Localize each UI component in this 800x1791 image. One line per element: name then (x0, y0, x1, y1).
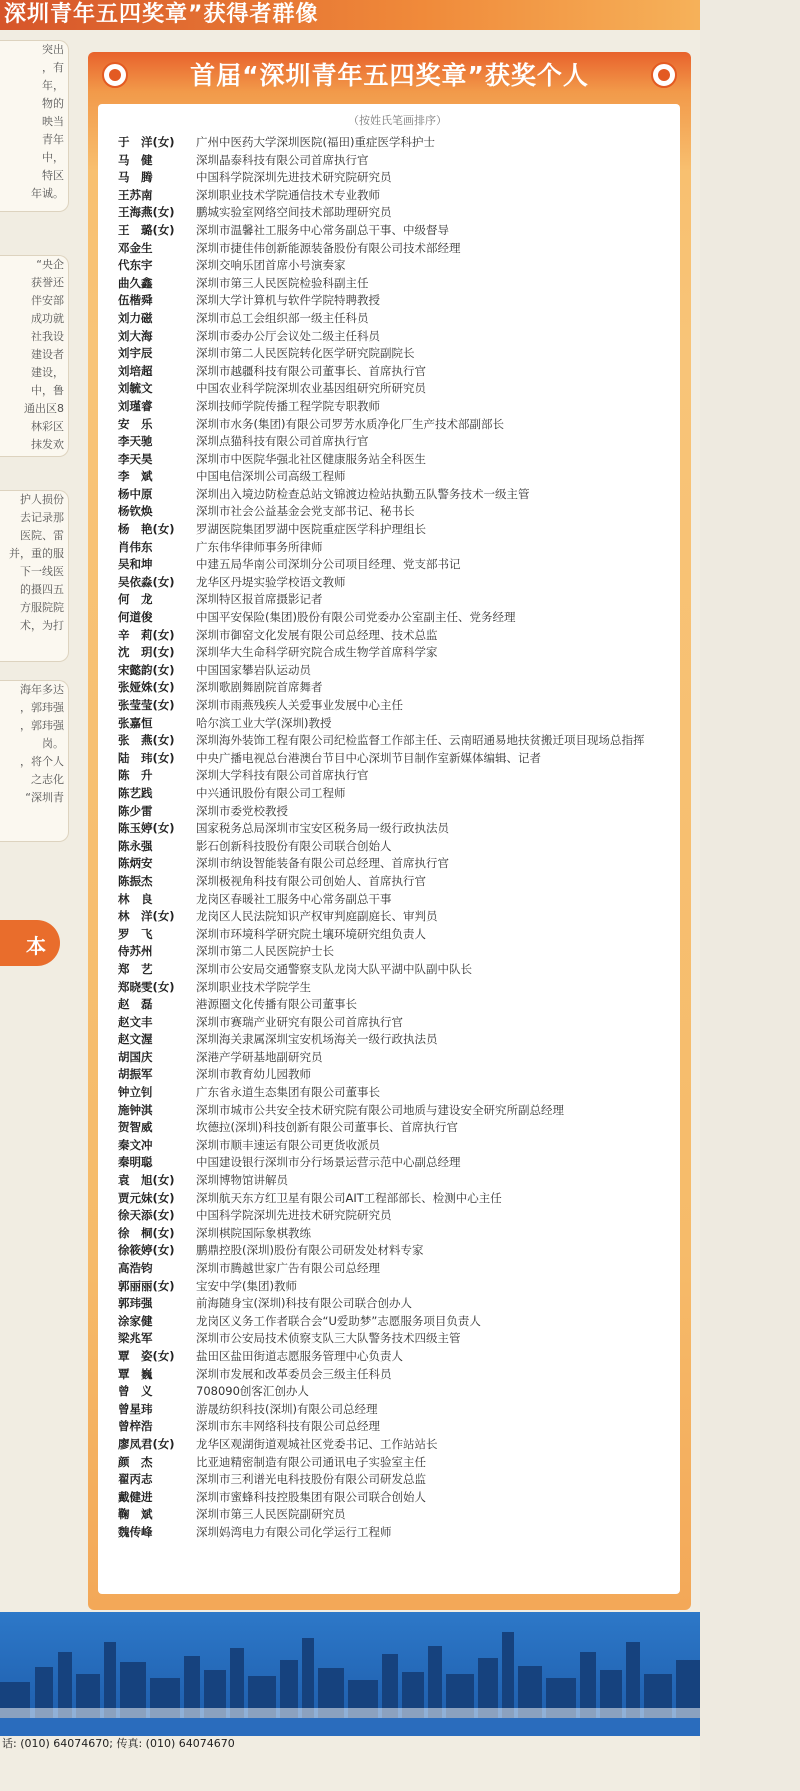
awardee-affiliation: 中国科学院深圳先进技术研究院研究员 (196, 1208, 392, 1223)
awardee-row (118, 416, 678, 434)
awardee-row (118, 627, 678, 645)
awardee-row (118, 873, 678, 891)
awardee-row (118, 855, 678, 873)
left-text-fragment: 突出 (42, 43, 64, 56)
awardee-row (118, 1066, 678, 1084)
awardee-name: 王 璐(女) (118, 222, 175, 237)
left-text-box-1 (0, 40, 69, 212)
awardee-row (118, 1454, 678, 1472)
left-text-fragment: “深圳青 (25, 791, 64, 804)
awardee-affiliation: 龙岗区春暖社工服务中心常务副总干事 (196, 891, 392, 906)
awardee-affiliation: 深圳市总工会组织部一级主任科员 (196, 310, 369, 325)
left-text-box-3 (0, 490, 69, 662)
awardee-affiliation: 深圳市捷佳伟创新能源装备股份有限公司技术部经理 (196, 240, 461, 255)
left-section-marker-char: 本 (26, 934, 46, 958)
awardee-name: 徐 桐(女) (118, 1225, 175, 1240)
awardee-row (118, 556, 678, 574)
awardee-name: 何 龙 (118, 592, 153, 607)
awardee-name: 陈永强 (118, 838, 153, 853)
awardee-name: 罗 飞 (118, 926, 153, 941)
awardee-affiliation: 深圳妈湾电力有限公司化学运行工程师 (196, 1524, 392, 1539)
awardee-row (118, 644, 678, 662)
awardee-row (118, 152, 678, 170)
awardee-affiliation: 深圳市教育幼儿园教师 (196, 1067, 311, 1082)
awardee-affiliation: 708090创客汇创办人 (196, 1384, 309, 1399)
awardee-affiliation: 深圳市腾越世家广告有限公司总经理 (196, 1261, 380, 1275)
awardee-affiliation: 中国农业科学院深圳农业基因组研究所研究员 (196, 381, 426, 396)
awardee-row (118, 310, 678, 328)
left-text-fragment: 获誉还 (31, 276, 64, 289)
awardee-affiliation: 深圳航天东方红卫星有限公司AIT工程部部长、检测中心主任 (196, 1190, 502, 1205)
awardee-name: 沈 玥(女) (118, 645, 175, 660)
left-clipped-column (0, 40, 80, 1600)
awardee-affiliation: 深圳市委党校教授 (196, 803, 288, 818)
awardee-affiliation: 游晟纺织科技(深圳)有限公司总经理 (196, 1401, 378, 1416)
left-text-box-4-lines (0, 681, 68, 807)
awardee-row (118, 222, 678, 240)
awardee-affiliation: 深圳市越疆科技有限公司董事长、首席执行官 (196, 363, 426, 378)
awardee-affiliation: 港源圈文化传播有限公司董事长 (196, 997, 357, 1012)
awardee-row (118, 1102, 678, 1120)
awardee-affiliation: 深圳市水务(集团)有限公司罗芳水质净化厂生产技术部副部长 (196, 416, 504, 431)
awardee-row (118, 1084, 678, 1102)
awardee-affiliation: 深圳市东丰网络科技有限公司总经理 (196, 1419, 380, 1434)
awardee-row (118, 398, 678, 416)
awardee-row (118, 1436, 678, 1454)
left-text-fragment: 下一线医 (20, 565, 64, 578)
awardee-name: 胡国庆 (118, 1049, 153, 1064)
left-text-fragment: ，郭玮强 (20, 701, 64, 714)
awardee-affiliation: 深圳点猫科技有限公司首席执行官 (196, 434, 369, 449)
awardee-row (118, 1225, 678, 1243)
awardee-name: 魏传峰 (118, 1524, 153, 1539)
awardee-name: 鞠 斌 (118, 1507, 153, 1522)
awardee-affiliation: 龙岗区人民法院知识产权审判庭副庭长、审判员 (196, 909, 438, 924)
banner-text: 深圳青年五四奖章”获得者群像 (4, 2, 319, 27)
left-text-box-1-lines (0, 41, 68, 203)
awardee-affiliation: 深圳市三利谱光电科技股份有限公司研发总监 (196, 1472, 426, 1487)
awardee-row (118, 380, 678, 398)
awardee-name: 赵文渥 (118, 1032, 153, 1047)
awardee-affiliation: 中兴通讯股份有限公司工程师 (196, 785, 346, 800)
awardee-name: 涂家健 (118, 1313, 153, 1328)
awardee-row (118, 1172, 678, 1190)
left-text-fragment: 医院、雷 (20, 529, 64, 542)
awardee-affiliation: 前海随身宝(深圳)科技有限公司联合创办人 (196, 1296, 412, 1311)
left-text-fragment: 方服院院 (20, 601, 64, 614)
awardee-name: 郭丽丽(女) (118, 1278, 175, 1293)
awardee-row (118, 820, 678, 838)
awardee-name: 王苏南 (118, 187, 153, 202)
awardee-affiliation: 深圳市社会公益基金会党支部书记、秘书长 (196, 504, 415, 519)
awardee-name: 肖伟东 (118, 539, 153, 554)
awardee-name: 胡振军 (118, 1067, 153, 1082)
awardee-affiliation: 深圳市环境科学研究院土壤环境研究组负责人 (196, 926, 426, 941)
awardee-row (118, 1031, 678, 1049)
awardee-name: 侍苏州 (118, 944, 153, 959)
awardee-affiliation: 中国电信深圳公司高级工程师 (196, 469, 346, 484)
awardee-name: 陈振杰 (118, 873, 153, 888)
awardee-row (118, 204, 678, 222)
awardee-row (118, 943, 678, 961)
awardee-name: 戴健进 (118, 1489, 153, 1504)
awardee-name: 陈玉婷(女) (118, 821, 175, 836)
awardee-list (118, 134, 678, 1542)
awardee-affiliation: 深圳市御窑文化发展有限公司总经理、技术总监 (196, 627, 438, 642)
awardee-row (118, 433, 678, 451)
awardee-affiliation: 深圳市第三人民医院副研究员 (196, 1507, 346, 1522)
awardee-affiliation: 中国科学院深圳先进技术研究院研究员 (196, 170, 392, 185)
awardee-affiliation: 中国国家攀岩队运动员 (196, 662, 311, 677)
left-text-fragment: 建设， (31, 366, 64, 379)
awardee-affiliation: 深圳市顺丰速运有限公司更货收派员 (196, 1137, 380, 1152)
left-text-fragment: 去记录那 (20, 511, 64, 524)
awardee-name: 徐天添(女) (118, 1208, 175, 1223)
left-text-fragment: 青年 (42, 133, 64, 146)
awardee-affiliation: 鹏鼎控股(深圳)股份有限公司研发处材料专家 (196, 1243, 424, 1258)
awardee-row (118, 1401, 678, 1419)
awardee-affiliation: 中国平安保险(集团)股份有限公司党委办公室副主任、党务经理 (196, 610, 516, 625)
awardee-name: 张莹莹(女) (118, 698, 175, 712)
awardee-row (118, 697, 678, 715)
awardee-name: 吴依淼(女) (118, 574, 175, 589)
awardee-affiliation: 深圳特区报首席摄影记者 (196, 592, 323, 607)
awardee-affiliation: 深圳晶泰科技有限公司首席执行官 (196, 152, 369, 167)
awardee-row (118, 1366, 678, 1384)
awardee-row (118, 257, 678, 275)
awardee-row (118, 662, 678, 680)
awardee-name: 张 燕(女) (118, 733, 175, 748)
awardee-affiliation: 深圳大学计算机与软件学院特聘教授 (196, 293, 380, 308)
awardee-affiliation: 中国建设银行深圳市分行场景运营示范中心副总经理 (196, 1155, 461, 1170)
left-text-fragment: 术，为打 (20, 619, 64, 632)
awardee-row (118, 1295, 678, 1313)
awardee-name: 李天昊 (118, 451, 153, 466)
awardee-name: 杨中原 (118, 486, 153, 501)
awardee-name: 何道俊 (118, 610, 153, 625)
awardee-row (118, 1014, 678, 1032)
awardee-affiliation: 深圳市赛瑞产业研究有限公司首席执行官 (196, 1014, 403, 1029)
awardee-affiliation: 盐田区盐田街道志愿服务管理中心负责人 (196, 1348, 403, 1363)
awardee-affiliation: 坎德拉(深圳)科技创新有限公司董事长、首席执行官 (196, 1120, 458, 1135)
awardee-name: 安 乐 (118, 416, 153, 431)
awardee-name: 林 良 (118, 891, 153, 906)
awardee-affiliation: 深圳市中医院华强北社区健康服务站全科医生 (196, 451, 426, 466)
awardee-name: 陈少雷 (118, 803, 153, 818)
awardee-affiliation: 深圳歌剧舞剧院首席舞者 (196, 680, 323, 695)
awardee-row (118, 363, 678, 381)
awardee-name: 贾元妹(女) (118, 1190, 175, 1205)
awardee-row (118, 1313, 678, 1331)
left-text-fragment: 中，鲁 (31, 384, 64, 397)
awardee-name: 刘毓文 (118, 381, 153, 396)
left-text-fragment: 特区 (42, 169, 64, 182)
awardee-row (118, 1119, 678, 1137)
awardee-name: 赵 磊 (118, 997, 153, 1012)
awardee-affiliation: 龙华区观湖街道观城社区党委书记、工作站站长 (196, 1436, 438, 1451)
awardee-affiliation: 深圳市委办公厅会议处二级主任科员 (196, 328, 380, 343)
awardee-name: 杨 艳(女) (118, 522, 175, 537)
awardee-name: 李天驰 (118, 434, 153, 449)
awardee-name: 郭玮强 (118, 1296, 153, 1311)
awardee-row (118, 468, 678, 486)
left-section-marker (0, 920, 60, 966)
awardee-affiliation: 罗湖医院集团罗湖中医院重症医学科护理组长 (196, 522, 426, 537)
awardee-row (118, 1383, 678, 1401)
awardee-affiliation: 比亚迪精密制造有限公司通讯电子实验室主任 (196, 1454, 426, 1469)
awardee-affiliation: 深圳职业技术学院通信技术专业教师 (196, 187, 380, 202)
awardee-name: 颜 杰 (118, 1454, 153, 1469)
awardee-row (118, 1489, 678, 1507)
awardee-row (118, 328, 678, 346)
awardee-row (118, 486, 678, 504)
awardee-row (118, 240, 678, 258)
awardee-row (118, 1506, 678, 1524)
awardee-affiliation: 深圳极视角科技有限公司创始人、首席执行官 (196, 873, 426, 888)
awardee-name: 覃 巍 (118, 1366, 153, 1381)
awardee-affiliation: 龙华区丹堤实验学校语文教师 (196, 574, 346, 589)
panel-title: 首届“深圳青年五四奖章”获奖个人 (190, 61, 589, 90)
awardee-name: 袁 旭(女) (118, 1173, 175, 1188)
awardee-affiliation: 深圳市发展和改革委员会三级主任科员 (196, 1366, 392, 1381)
awardee-row (118, 345, 678, 363)
awardee-name: 贺智威 (118, 1120, 153, 1135)
awardee-row (118, 1190, 678, 1208)
awardee-name: 刘力磁 (118, 310, 153, 325)
skyline-icon (0, 1612, 705, 1718)
awardee-row (118, 715, 678, 733)
footer-contact: 话: (010) 64074670; 传真: (010) 64074670 (2, 1737, 235, 1750)
awardee-row (118, 1278, 678, 1296)
left-text-fragment: 年诚。 (31, 187, 64, 200)
left-text-fragment: 抹发欢 (31, 438, 64, 451)
awardee-name: 林 洋(女) (118, 909, 175, 924)
awardee-name: 郑 艺 (118, 961, 153, 976)
awardee-affiliation: 深圳海关隶属深圳宝安机场海关一级行政执法员 (196, 1032, 438, 1047)
awardee-affiliation: 深圳市公安局技术侦察支队三大队警务技术四级主管 (196, 1331, 461, 1346)
awardee-name: 曾星玮 (118, 1401, 153, 1416)
awardee-name: 刘大海 (118, 328, 153, 343)
left-text-fragment: 建设者 (31, 348, 64, 361)
left-text-fragment: “央企 (36, 258, 64, 271)
awardee-row (118, 1154, 678, 1172)
awardee-name: 伍楷舜 (118, 293, 153, 308)
left-text-fragment: 成功就 (31, 312, 64, 325)
awardee-name: 秦文冲 (118, 1137, 153, 1152)
awardee-row (118, 679, 678, 697)
awardee-affiliation: 深圳市蜜蜂科技控股集团有限公司联合创始人 (196, 1489, 426, 1504)
awardee-affiliation: 影石创新科技股份有限公司联合创始人 (196, 838, 392, 853)
left-text-fragment: 年， (42, 79, 64, 92)
awardee-affiliation: 鹏城实验室网络空间技术部助理研究员 (196, 205, 392, 220)
awardee-row (118, 803, 678, 821)
awardee-affiliation: 深港产学研基地副研究员 (196, 1049, 323, 1064)
awardee-row (118, 292, 678, 310)
awardee-affiliation: 国家税务总局深圳市宝安区税务局一级行政执法员 (196, 821, 449, 836)
left-text-fragment: ，郭玮强 (20, 719, 64, 732)
awardee-affiliation: 深圳海外装饰工程有限公司纪检监督工作部主任、云南昭通易地扶贫搬迁项目现场总指挥 (196, 733, 645, 748)
left-text-fragment: 海年多达 (20, 683, 64, 696)
awardee-affiliation: 深圳博物馆讲解员 (196, 1173, 288, 1188)
awardee-name: 曾梓浩 (118, 1419, 153, 1434)
awardee-name: 于 洋(女) (118, 135, 175, 149)
awardee-name: 翟丙志 (118, 1472, 153, 1487)
awardee-affiliation: 宝安中学(集团)教师 (196, 1278, 297, 1293)
awardee-name: 陈艺践 (118, 785, 153, 800)
footer-bar (0, 1718, 705, 1736)
awardee-name: 陈 升 (118, 768, 153, 783)
awardee-row (118, 1137, 678, 1155)
awardee-row (118, 750, 678, 768)
awardee-name: 张嘉恒 (118, 715, 153, 730)
awardee-name: 覃 姿(女) (118, 1348, 175, 1363)
awardees-panel (88, 52, 691, 1610)
awardee-row (118, 1242, 678, 1260)
awardee-affiliation: 深圳技师学院传播工程学院专职教师 (196, 398, 380, 413)
awardee-row (118, 503, 678, 521)
left-text-fragment: 中， (42, 151, 64, 164)
awardee-row (118, 574, 678, 592)
page-banner (0, 0, 704, 30)
awardee-row (118, 767, 678, 785)
awardee-affiliation: 深圳市纳设智能装备有限公司总经理、首席执行官 (196, 856, 449, 871)
left-text-fragment: 并，重的服 (9, 547, 64, 560)
awardee-name: 施钟淇 (118, 1102, 153, 1117)
awardee-row (118, 169, 678, 187)
awardee-name: 钟立钊 (118, 1085, 153, 1100)
awardee-name: 马 腾 (118, 170, 153, 185)
awardee-name: 廖凤君(女) (118, 1436, 175, 1451)
left-text-fragment: 物的 (42, 97, 64, 110)
awardee-row (118, 187, 678, 205)
awardee-row (118, 961, 678, 979)
awardee-name: 陈炳安 (118, 856, 153, 871)
left-text-fragment: 的摄四五 (20, 583, 64, 596)
awardee-name: 李 斌 (118, 469, 153, 484)
awardee-affiliation: 深圳大学科技有限公司首席执行官 (196, 768, 369, 783)
awardee-affiliation: 深圳市雨燕残疾人关爱事业发展中心主任 (196, 698, 403, 712)
awardee-affiliation: 广东省永道生态集团有限公司董事长 (196, 1085, 380, 1100)
city-skyline-decoration (0, 1612, 705, 1718)
awardee-name: 杨钦焕 (118, 504, 153, 519)
left-text-fragment: 之志化 (31, 773, 64, 786)
awardee-affiliation: 深圳市第三人民医院检验科副主任 (196, 275, 369, 290)
awardee-affiliation: 深圳市公安局交通警察支队龙岗大队平湖中队副中队长 (196, 961, 472, 976)
awardee-row (118, 785, 678, 803)
awardee-row (118, 1418, 678, 1436)
awardee-name: 刘宇辰 (118, 346, 153, 361)
awardee-row (118, 539, 678, 557)
awardee-row (118, 1260, 678, 1278)
awardee-affiliation: 深圳职业技术学院学生 (196, 979, 311, 994)
awardee-name: 吴和坤 (118, 557, 153, 572)
awardee-row (118, 838, 678, 856)
awardee-row (118, 1049, 678, 1067)
left-text-fragment: 映当 (42, 115, 64, 128)
left-text-box-4 (0, 680, 69, 842)
awardee-name: 梁兆军 (118, 1331, 153, 1346)
awardee-affiliation: 中央广播电视总台港澳台节目中心深圳节目制作室新媒体编辑、记者 (196, 750, 541, 765)
left-text-fragment: ，将个人 (20, 755, 64, 768)
awardee-affiliation: 哈尔滨工业大学(深圳)教授 (196, 715, 332, 730)
awardee-name: 秦明聪 (118, 1155, 153, 1170)
awardee-name: 辛 莉(女) (118, 627, 175, 642)
awardee-affiliation: 广州中医药大学深圳医院(福田)重症医学科护士 (196, 135, 435, 149)
awardee-name: 曲久鑫 (118, 275, 153, 290)
awardee-row (118, 1207, 678, 1225)
left-text-fragment: 伴安部 (31, 294, 64, 307)
awardee-name: 陆 玮(女) (118, 750, 175, 765)
left-text-box-2-lines (0, 256, 68, 454)
awardee-name: 徐筱婷(女) (118, 1243, 175, 1258)
awardee-name: 曾 义 (118, 1384, 153, 1399)
awardee-name: 刘瑾睿 (118, 398, 153, 413)
left-text-fragment: 通出区8 (24, 402, 64, 415)
awardee-name: 刘培超 (118, 363, 153, 378)
awardee-row (118, 521, 678, 539)
awardee-row (118, 891, 678, 909)
left-text-fragment: 护人损份 (20, 493, 64, 506)
awardee-row (118, 609, 678, 627)
awardee-name: 高浩钧 (118, 1261, 153, 1275)
left-text-fragment: 社我设 (31, 330, 64, 343)
awardee-affiliation: 深圳市第二人民医院转化医学研究院副院长 (196, 346, 415, 361)
awardee-row (118, 996, 678, 1014)
awardee-name: 宋懿韵(女) (118, 662, 175, 677)
panel-subtitle: （按姓氏笔画排序） (348, 114, 447, 127)
left-text-fragment: 岗。 (42, 737, 64, 750)
awardee-row (118, 1524, 678, 1542)
awardee-name: 王海燕(女) (118, 205, 175, 220)
awardee-affiliation: 广东伟华律师事务所律师 (196, 539, 323, 554)
awardee-name: 郑晓雯(女) (118, 979, 175, 994)
awardee-name: 赵文丰 (118, 1014, 153, 1029)
right-page-edge (700, 0, 800, 1791)
awardee-affiliation: 龙岗区义务工作者联合会“U爱助梦”志愿服务项目负责人 (196, 1313, 481, 1328)
awardee-row (118, 1330, 678, 1348)
awardee-name: 邓金生 (118, 240, 153, 255)
awardee-affiliation: 深圳棋院国际象棋教练 (196, 1225, 311, 1240)
awardee-name: 张娅姝(女) (118, 680, 175, 695)
awardee-row (118, 979, 678, 997)
left-text-fragment: 林彩区 (31, 420, 64, 433)
awardee-affiliation: 深圳交响乐团首席小号演奏家 (196, 258, 346, 273)
awardee-affiliation: 深圳市城市公共安全技术研究院有限公司地质与建设安全研究所副总经理 (196, 1102, 564, 1117)
left-text-box-3-lines (0, 491, 68, 635)
awardee-row (118, 451, 678, 469)
awardee-row (118, 1348, 678, 1366)
awardee-row (118, 591, 678, 609)
awardee-row (118, 732, 678, 750)
awardee-affiliation: 深圳市第二人民医院护士长 (196, 944, 334, 959)
awardee-affiliation: 深圳出入境边防检查总站文锦渡边检站执勤五队警务技术一级主管 (196, 486, 530, 501)
awardee-affiliation: 中建五局华南公司深圳分公司项目经理、党支部书记 (196, 557, 461, 572)
awardee-row (118, 134, 678, 152)
awardee-affiliation: 深圳华大生命科学研究院合成生物学首席科学家 (196, 645, 438, 660)
awardee-row (118, 275, 678, 293)
awardee-row (118, 908, 678, 926)
left-text-box-2 (0, 255, 69, 457)
awardee-affiliation: 深圳市温馨社工服务中心常务副总干事、中级督导 (196, 222, 449, 237)
left-text-fragment: ，有 (42, 61, 64, 74)
awardee-row (118, 926, 678, 944)
awardee-name: 代东宇 (118, 258, 153, 273)
awardee-row (118, 1471, 678, 1489)
awardee-name: 马 健 (118, 152, 153, 167)
